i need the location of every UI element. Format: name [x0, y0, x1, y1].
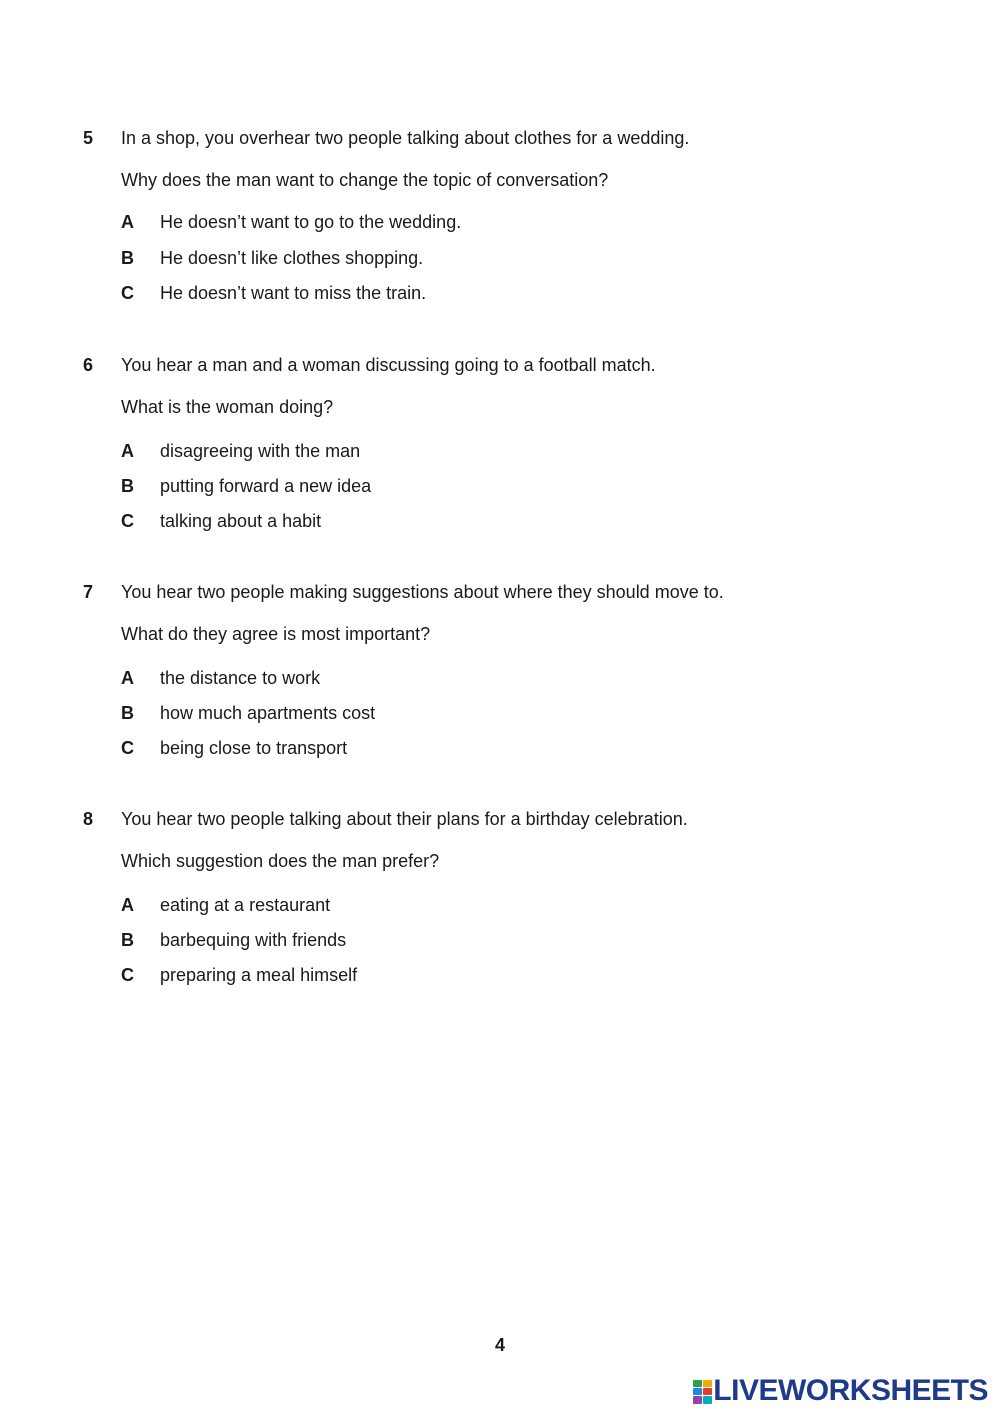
page-number: 4 [494, 1335, 505, 1355]
logo-square [693, 1380, 702, 1387]
option-a[interactable] [0, 440, 1000, 462]
watermark-text: LIVEWORKSHEETS [713, 1374, 988, 1407]
option-text: He doesn’t want to miss the train. [160, 283, 427, 303]
question-number: 6 [83, 355, 94, 375]
question-stem: In a shop, you overhear two people talking about clothes for a wedding. [121, 128, 690, 148]
option-letter: A [121, 668, 134, 688]
logo-square [703, 1388, 712, 1395]
option-b[interactable] [0, 702, 1000, 724]
question-prompt: Why does the man want to change the topic of conversation? [121, 170, 609, 190]
option-text: talking about a habit [160, 511, 322, 531]
option-c[interactable] [0, 737, 1000, 759]
option-text: eating at a restaurant [160, 895, 331, 915]
liveworksheets-logo-icon [693, 1380, 711, 1402]
option-a[interactable] [0, 211, 1000, 233]
option-text: how much apartments cost [160, 703, 376, 723]
option-text: preparing a meal himself [160, 965, 358, 985]
question-prompt: What is the woman doing? [121, 397, 334, 417]
option-text: He doesn’t like clothes shopping. [160, 248, 424, 268]
option-text: disagreeing with the man [160, 441, 361, 461]
question-prompt: What do they agree is most important? [121, 624, 431, 644]
option-a[interactable] [0, 667, 1000, 689]
option-letter: A [121, 895, 134, 915]
question-prompt: Which suggestion does the man prefer? [121, 851, 440, 871]
logo-square [693, 1388, 702, 1395]
option-c[interactable] [0, 282, 1000, 304]
option-letter: C [121, 738, 134, 758]
option-text: being close to transport [160, 738, 348, 758]
option-b[interactable] [0, 929, 1000, 951]
logo-square [693, 1396, 702, 1404]
option-b[interactable] [0, 247, 1000, 269]
option-letter: C [121, 965, 134, 985]
option-letter: C [121, 283, 134, 303]
option-letter: B [121, 930, 134, 950]
question-stem: You hear a man and a woman discussing going to a football match. [121, 355, 656, 375]
question-number: 8 [83, 809, 94, 829]
option-c[interactable] [0, 964, 1000, 986]
option-letter: B [121, 248, 134, 268]
option-letter: B [121, 703, 134, 723]
option-letter: A [121, 212, 134, 232]
logo-square [703, 1396, 712, 1404]
option-text: barbequing with friends [160, 930, 347, 950]
question-stem: You hear two people talking about their plans for a birthday celebration. [121, 809, 688, 829]
logo-square [703, 1380, 712, 1387]
option-text: He doesn’t want to go to the wedding. [160, 212, 462, 232]
option-letter: B [121, 476, 134, 496]
question-number: 5 [83, 128, 94, 148]
option-b[interactable] [0, 475, 1000, 497]
option-a[interactable] [0, 894, 1000, 916]
option-letter: C [121, 511, 134, 531]
liveworksheets-watermark[interactable] [693, 1374, 988, 1408]
option-c[interactable] [0, 510, 1000, 532]
question-stem: You hear two people making suggestions about where they should move to. [121, 582, 724, 602]
question-number: 7 [83, 582, 94, 602]
option-letter: A [121, 441, 134, 461]
option-text: putting forward a new idea [160, 476, 372, 496]
option-text: the distance to work [160, 668, 321, 688]
